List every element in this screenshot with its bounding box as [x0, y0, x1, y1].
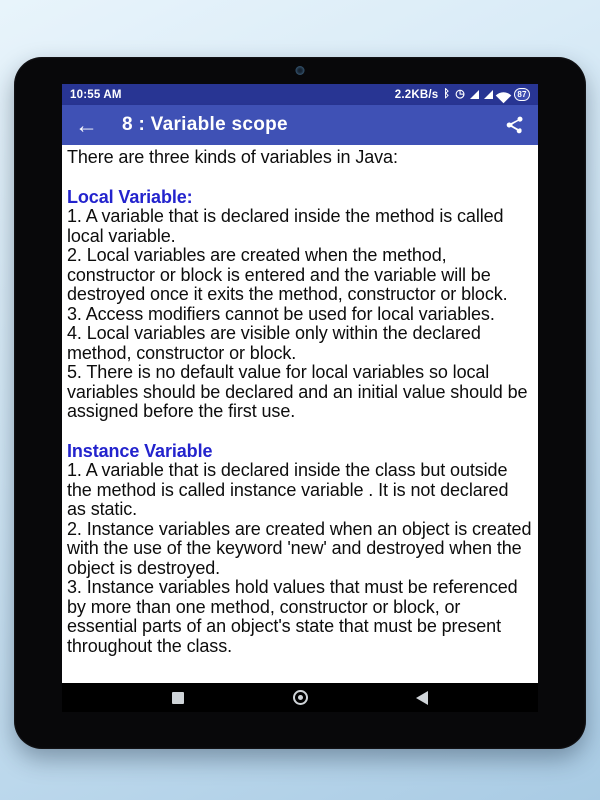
network-speed: 2.2KB/s [394, 88, 439, 101]
app-bar [62, 105, 538, 145]
wifi-icon [498, 89, 509, 101]
instance-variable-point: 3. Instance variables hold values that must be referenced by more than one method, constructor or block, or essential parts of an object's state that must be present throughout the class. [67, 577, 518, 656]
back-button[interactable] [409, 687, 435, 709]
front-camera-dot [296, 66, 305, 75]
recents-square-icon [172, 692, 184, 704]
instance-variable-point: 1. A variable that is declared inside the class but outside the method is called instance variable . It is not declared as static. [67, 460, 509, 519]
cellular-signal-icon-2 [484, 90, 493, 99]
cellular-signal-icon [470, 90, 479, 99]
back-arrow-icon[interactable]: ← [75, 111, 98, 138]
back-triangle-icon [416, 691, 428, 705]
local-variable-point: 2. Local variables are created when the method, constructor or block is entered and the variable will be destroyed once it exits the method, constructor or block. [67, 245, 508, 304]
alarm-icon: ◷ [455, 88, 465, 100]
status-bar [62, 84, 538, 105]
intro-text: There are three kinds of variables in Java: [67, 147, 398, 167]
home-circle-icon [293, 690, 308, 705]
device-screen [62, 84, 538, 712]
battery-icon [514, 88, 530, 101]
tablet-device-frame [14, 57, 586, 749]
section-heading-instance-variable: Instance Variable [67, 440, 213, 461]
battery-percent: 87 [514, 88, 530, 101]
home-button[interactable] [287, 687, 313, 709]
recents-button[interactable] [165, 687, 191, 709]
page-title: 8 : Variable scope [122, 114, 288, 135]
section-heading-local-variable: Local Variable: [67, 186, 193, 207]
lesson-content-area[interactable] [62, 145, 538, 683]
local-variable-point: 4. Local variables are visible only within the declared method, constructor or block. [67, 323, 481, 363]
status-time: 10:55 AM [70, 88, 122, 101]
local-variable-point: 3. Access modifiers cannot be used for local variables. [67, 303, 495, 324]
local-variable-point: 1. A variable that is declared inside the method is called local variable. [67, 206, 504, 246]
android-nav-bar [62, 683, 538, 712]
share-icon[interactable] [505, 115, 525, 135]
local-variable-point: 5. There is no default value for local variables so local variables should be declared and an initial value should be assigned before the first use. [67, 362, 528, 421]
bluetooth-icon: ᛒ [443, 88, 451, 100]
instance-variable-point: 2. Instance variables are created when an object is created with the use of the keyword 'new' and destroyed when the object is destroyed. [67, 518, 532, 578]
